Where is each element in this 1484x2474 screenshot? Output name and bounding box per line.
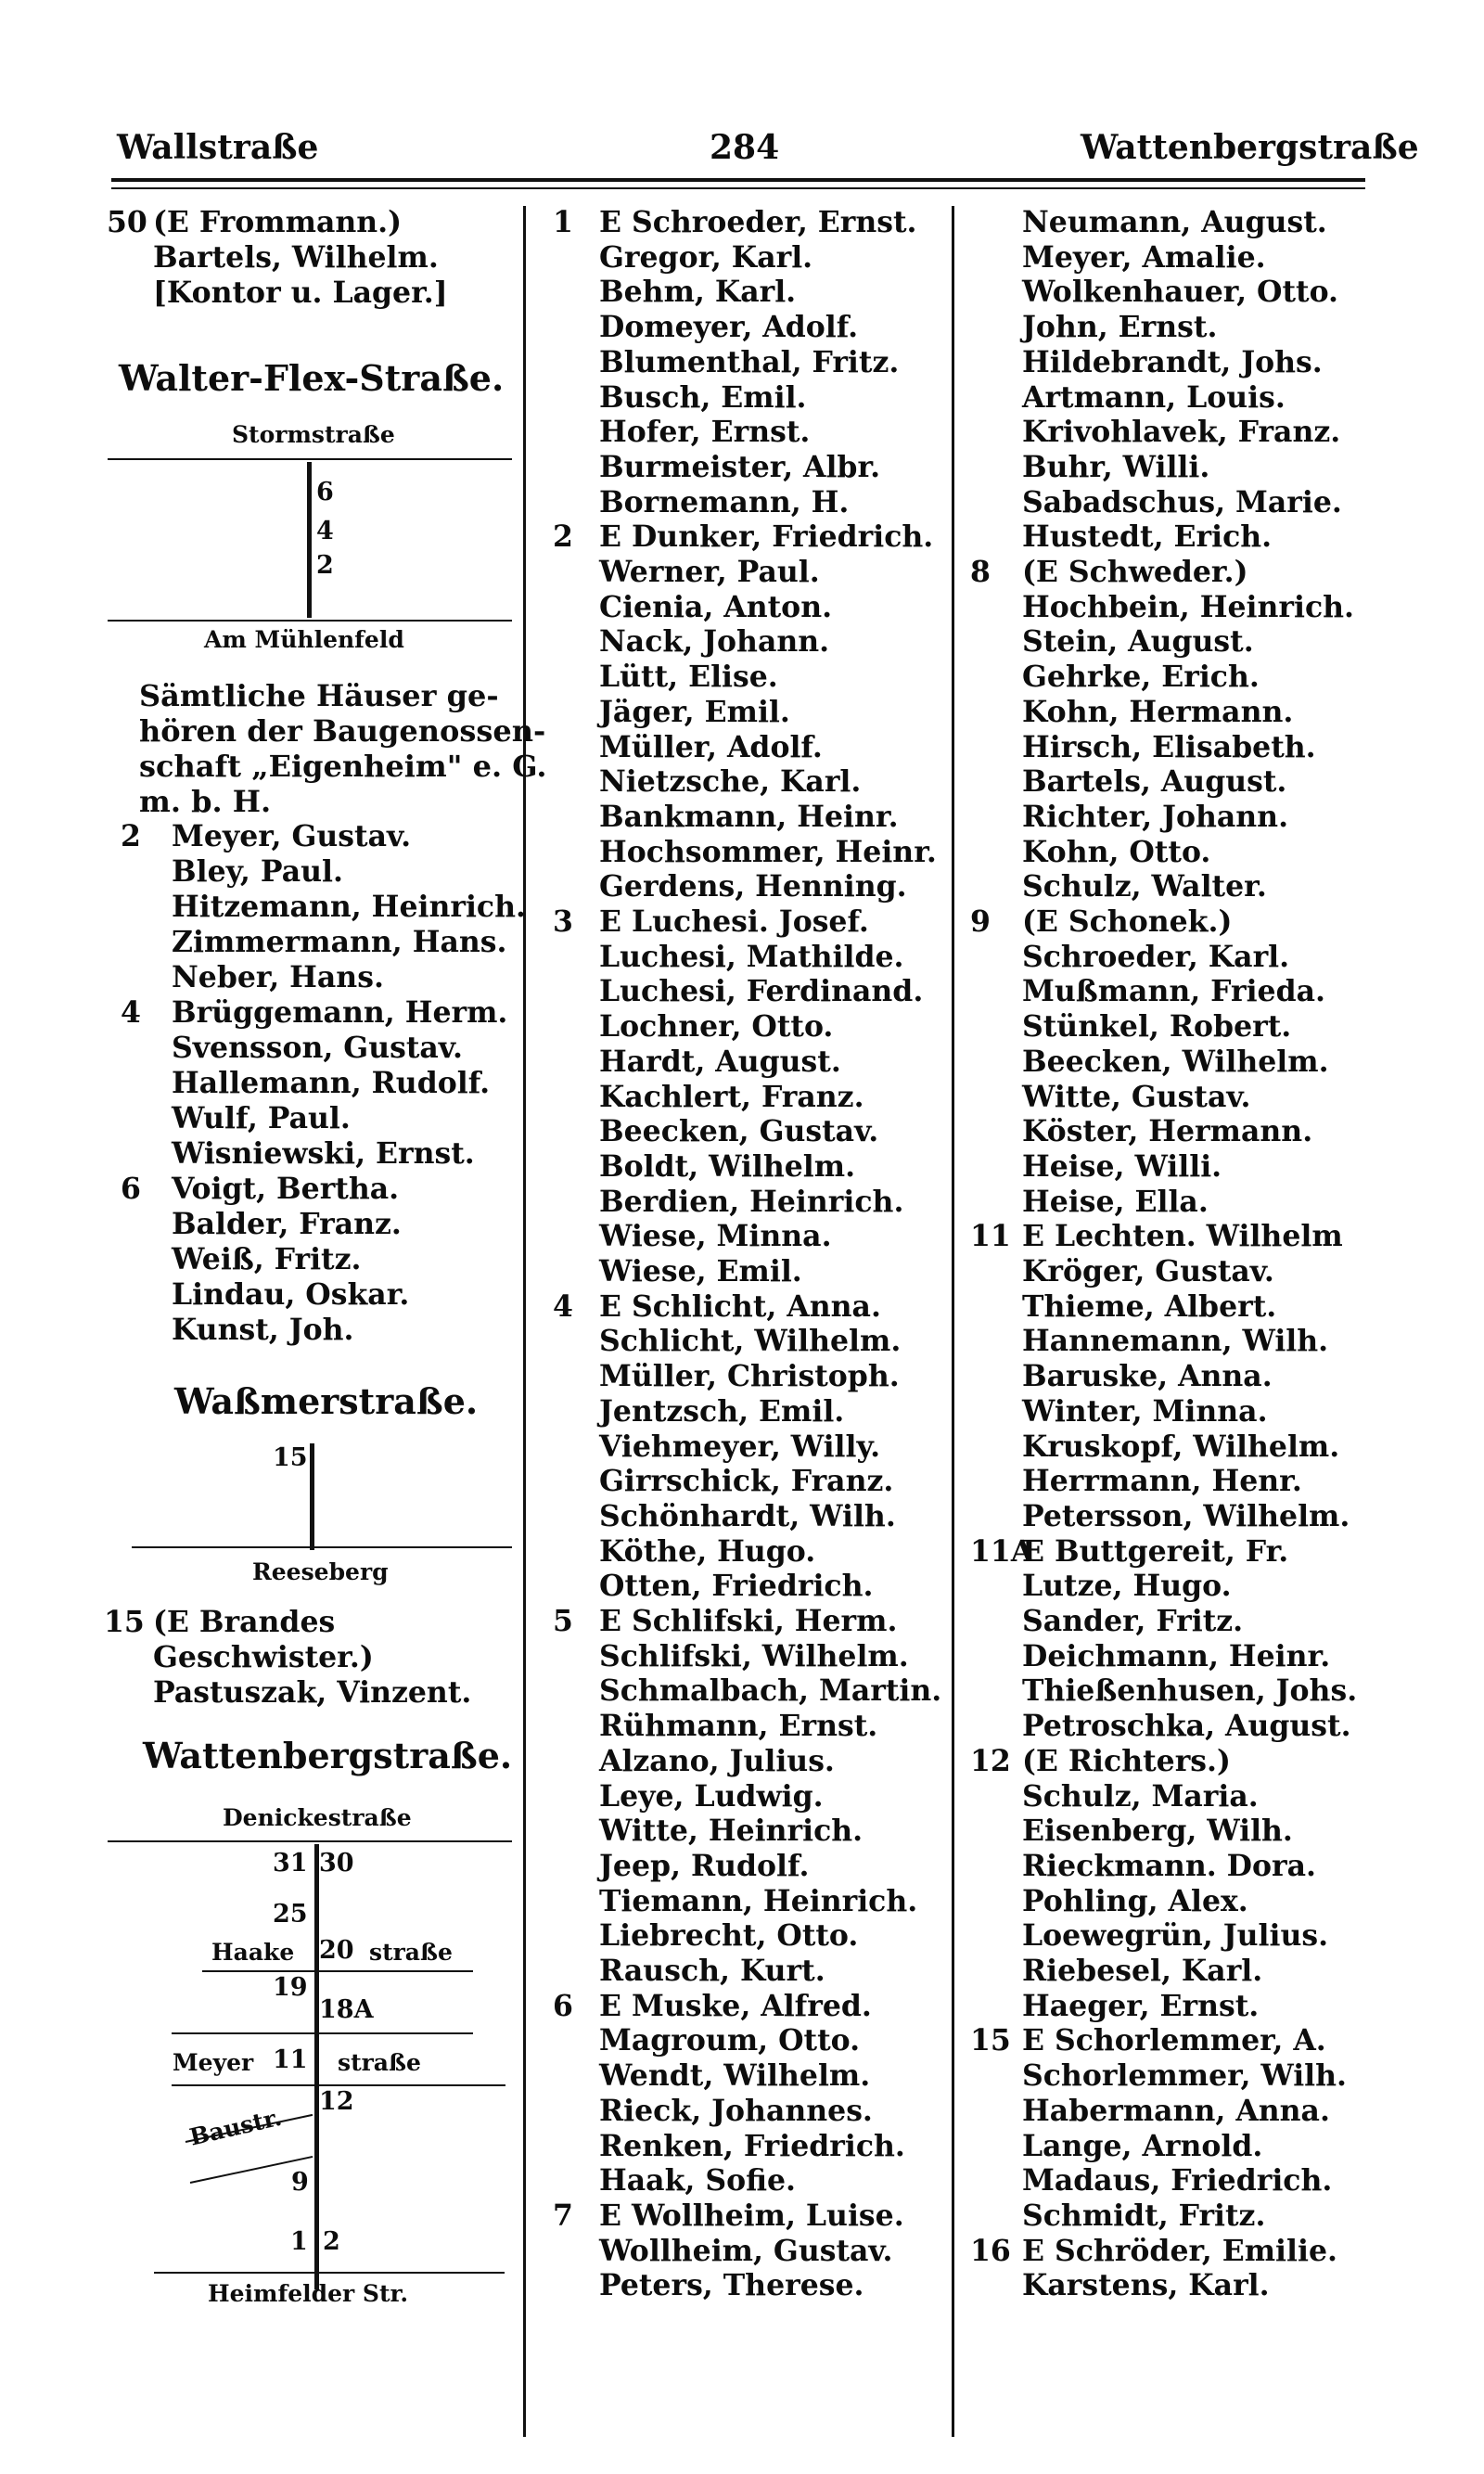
resident-name: Beecken, Wilhelm.	[1022, 1044, 1329, 1079]
resident-name: Herrmann, Henr.	[1022, 1464, 1302, 1499]
column-divider-2	[952, 206, 954, 2437]
header-right-street: Wattenbergstraße	[1081, 128, 1419, 167]
house-number: 11A	[970, 1533, 1034, 1569]
resident-name: Hildebrandt, Johs.	[1022, 344, 1323, 379]
resident-name: Krivohlavek, Franz.	[1022, 415, 1341, 450]
resident-name: Sander, Fritz.	[1022, 1604, 1244, 1638]
walter-flex-bottom-rule	[108, 620, 512, 622]
house-number: 15	[970, 2023, 1011, 2058]
resident-name: Buhr, Willi.	[1022, 449, 1210, 484]
resident-name: E Schröder, Emilie.	[1022, 2233, 1337, 2268]
resident-name: Peters, Therese.	[599, 2268, 864, 2303]
resident-name: Petroschka, August.	[1022, 1709, 1351, 1744]
resident-name: Domeyer, Adolf.	[599, 310, 859, 345]
resident-name: Kohn, Otto.	[1022, 834, 1211, 869]
resident-name: Mußmann, Frieda.	[1022, 974, 1325, 1009]
resident-name: Karstens, Karl.	[1022, 2268, 1270, 2303]
wattenberg-num-18a: 18A	[319, 1995, 374, 2024]
resident-name: Hardt, August.	[599, 1044, 841, 1079]
resident-name: Thießenhusen, Johs.	[1022, 1673, 1358, 1709]
wattenberg-top-label: Denickestraße	[223, 1804, 412, 1831]
resident-name: E Lechten. Wilhelm	[1022, 1219, 1343, 1254]
resident-name: Cienia, Anton.	[599, 589, 833, 624]
resident-name: Schmalbach, Martin.	[599, 1673, 942, 1709]
resident-name: Loewegrün, Julius.	[1022, 1918, 1329, 1954]
resident-name: Rieck, Johannes.	[599, 2093, 873, 2128]
resident-name: Wisniewski, Ernst.	[172, 1136, 475, 1171]
house-number: 2	[121, 819, 141, 853]
resident-name: Luchesi, Ferdinand.	[599, 974, 924, 1009]
resident-name: Witte, Gustav.	[1022, 1079, 1251, 1114]
haake-label-left: Haake	[211, 1939, 295, 1966]
resident-name: Meyer, Amalie.	[1022, 239, 1266, 275]
house-number: 4	[121, 995, 141, 1030]
resident-name: Otten, Friedrich.	[599, 1569, 874, 1604]
baustr-label: Baustr.	[186, 2103, 285, 2151]
resident-name: E Wollheim, Luise.	[599, 2198, 904, 2233]
resident-name: Wollheim, Gustav.	[599, 2233, 893, 2268]
house-number: 15	[104, 1605, 145, 1639]
resident-name: (E Richters.)	[1022, 1743, 1231, 1778]
house-number: 8	[970, 555, 991, 589]
resident-name: Schmidt, Fritz.	[1022, 2198, 1266, 2233]
resident-name: Lochner, Otto.	[599, 1009, 834, 1045]
resident-name: Werner, Paul.	[599, 555, 820, 589]
resident-name: E Schroeder, Ernst.	[599, 205, 917, 239]
wattenberg-title: Wattenbergstraße.	[143, 1735, 513, 1776]
resident-name: Magroum, Otto.	[599, 2023, 861, 2058]
walter-flex-top-label: Stormstraße	[232, 421, 395, 448]
house-number: 9	[970, 904, 991, 939]
resident-name: Burmeister, Albr.	[599, 449, 881, 484]
resident-name: Bornemann, H.	[599, 484, 850, 519]
resident-name: Kruskopf, Wilhelm.	[1022, 1429, 1340, 1464]
resident-name: Wiese, Emil.	[599, 1254, 802, 1288]
house-number: 50	[107, 205, 147, 239]
resident-name: Baruske, Anna.	[1022, 1359, 1273, 1394]
resident-name: Luchesi, Mathilde.	[599, 939, 904, 974]
resident-name: Pastuszak, Vinzent.	[153, 1675, 472, 1710]
wattenberg-bottom-rule	[154, 2272, 505, 2274]
walter-flex-title: Walter-Flex-Straße.	[119, 357, 505, 399]
house-number: 1	[553, 205, 573, 239]
resident-name: Lange, Arnold.	[1022, 2128, 1263, 2163]
wattenberg-num-31: 31	[273, 1849, 308, 1878]
resident-name: Köthe, Hugo.	[599, 1533, 816, 1569]
resident-name: Schlicht, Wilhelm.	[599, 1324, 902, 1359]
resident-name: Bley, Paul.	[172, 854, 343, 889]
walter-flex-num-6: 6	[316, 478, 334, 506]
wattenberg-num-11: 11	[273, 2045, 308, 2074]
resident-name: Bartels, Wilhelm.	[153, 240, 439, 275]
walter-flex-bottom-label: Am Mühlenfeld	[204, 626, 404, 653]
resident-name: Neumann, August.	[1022, 205, 1327, 239]
resident-name: Gehrke, Erich.	[1022, 660, 1260, 695]
walter-flex-note-2: hören der Baugenossen-	[139, 713, 546, 749]
resident-name: Hirsch, Elisabeth.	[1022, 729, 1316, 764]
resident-name: Hochsommer, Heinr.	[599, 834, 937, 869]
wattenberg-num-1: 1	[290, 2227, 308, 2256]
wattenberg-num-9: 9	[291, 2168, 309, 2197]
resident-name: Thieme, Albert.	[1022, 1288, 1277, 1324]
house-number: 12	[970, 1743, 1011, 1778]
resident-name: Alzano, Julius.	[599, 1743, 835, 1778]
meyer-label-right: straße	[338, 2049, 421, 2076]
wattenberg-street-line	[314, 1844, 319, 2289]
page-number: 284	[710, 128, 780, 167]
resident-name: Haak, Sofie.	[599, 2163, 797, 2198]
resident-name: Blumenthal, Fritz.	[599, 344, 900, 379]
meyer-bottom-rule	[172, 2084, 505, 2086]
resident-name: Müller, Adolf.	[599, 729, 823, 764]
resident-name: Riebesel, Karl.	[1022, 1954, 1263, 1988]
resident-name: Hannemann, Wilh.	[1022, 1324, 1329, 1359]
resident-name: Svensson, Gustav.	[172, 1031, 463, 1065]
house-number: 11	[970, 1219, 1011, 1254]
wattenberg-num-19: 19	[273, 1973, 308, 2002]
resident-name: Renken, Friedrich.	[599, 2128, 905, 2163]
resident-name: Berdien, Heinrich.	[599, 1184, 904, 1219]
wattenberg-num-2: 2	[323, 2227, 340, 2256]
walter-flex-num-4: 4	[316, 517, 334, 545]
wattenberg-num-20: 20	[319, 1936, 354, 1965]
resident-name: Stein, August.	[1022, 624, 1254, 660]
resident-name: E Schlicht, Anna.	[599, 1288, 881, 1324]
resident-name: Stünkel, Robert.	[1022, 1009, 1292, 1045]
house-number: 6	[553, 1988, 573, 2023]
house-number: 2	[553, 519, 573, 555]
resident-name: (E Frommann.)	[153, 205, 403, 239]
resident-name: Rühmann, Ernst.	[599, 1709, 878, 1744]
resident-name: Hitzemann, Heinrich.	[172, 890, 526, 924]
resident-name: Petersson, Wilhelm.	[1022, 1498, 1350, 1533]
resident-name: Jeep, Rudolf.	[599, 1848, 810, 1883]
resident-name: Nietzsche, Karl.	[599, 764, 862, 800]
resident-name: Winter, Minna.	[1022, 1393, 1268, 1429]
house-number: 4	[553, 1288, 573, 1324]
resident-name: Schlifski, Wilhelm.	[599, 1638, 909, 1673]
resident-name: Rieckmann. Dora.	[1022, 1848, 1316, 1883]
header-left-street: Wallstraße	[117, 128, 319, 167]
wattenberg-bottom-label: Heimfelder Str.	[208, 2280, 409, 2307]
resident-name: E Buttgereit, Fr.	[1022, 1533, 1289, 1569]
resident-name: Wiese, Minna.	[599, 1219, 832, 1254]
resident-name: Lutze, Hugo.	[1022, 1569, 1232, 1604]
resident-name: Schorlemmer, Wilh.	[1022, 2058, 1348, 2094]
resident-name: Behm, Karl.	[599, 275, 797, 310]
resident-name: John, Ernst.	[1022, 310, 1218, 345]
resident-name: Leye, Ludwig.	[599, 1778, 824, 1814]
resident-name: (E Schweder.)	[1022, 555, 1248, 589]
resident-name: Schönhardt, Wilh.	[599, 1498, 896, 1533]
resident-name: Voigt, Bertha.	[172, 1172, 400, 1206]
resident-name: Kachlert, Franz.	[599, 1079, 864, 1114]
resident-name: Boldt, Wilhelm.	[599, 1148, 856, 1184]
walter-flex-note-3: schaft „Eigenheim" e. G.	[139, 749, 547, 784]
resident-name: Tiemann, Heinrich.	[599, 1883, 918, 1918]
resident-name: Bankmann, Heinr.	[599, 799, 899, 834]
resident-name: Weiß, Fritz.	[172, 1242, 362, 1276]
resident-name: Hofer, Ernst.	[599, 415, 811, 450]
resident-name: Beecken, Gustav.	[599, 1114, 879, 1149]
resident-name: Hustedt, Erich.	[1022, 519, 1273, 555]
resident-name: Bartels, August.	[1022, 764, 1287, 800]
resident-name: Meyer, Gustav.	[172, 819, 412, 853]
resident-name: Eisenberg, Wilh.	[1022, 1814, 1293, 1849]
wattenberg-num-25: 25	[273, 1900, 308, 1929]
resident-name: Kröger, Gustav.	[1022, 1254, 1274, 1288]
resident-name: Girrschick, Franz.	[599, 1464, 894, 1499]
resident-name: Gregor, Karl.	[599, 239, 813, 275]
resident-name: Schulz, Maria.	[1022, 1778, 1259, 1814]
walter-flex-street-line	[307, 462, 312, 618]
resident-name: Schulz, Walter.	[1022, 869, 1267, 904]
resident-name: Wolkenhauer, Otto.	[1022, 275, 1339, 310]
wassmer-street-line	[310, 1443, 314, 1550]
resident-name: Artmann, Louis.	[1022, 379, 1286, 415]
resident-name: (E Brandes	[153, 1605, 336, 1639]
wassmer-bottom-label: Reeseberg	[252, 1558, 389, 1585]
resident-name: Nack, Johann.	[599, 624, 830, 660]
resident-name: Brüggemann, Herm.	[172, 995, 508, 1030]
wassmer-title: Waßmerstraße.	[174, 1380, 479, 1422]
resident-name: E Schlifski, Herm.	[599, 1604, 898, 1638]
wattenberg-num-30: 30	[319, 1849, 354, 1878]
wattenberg-top-rule	[108, 1840, 512, 1842]
resident-name: Liebrecht, Otto.	[599, 1918, 859, 1954]
resident-name: Gerdens, Henning.	[599, 869, 907, 904]
resident-name: Pohling, Alex.	[1022, 1883, 1248, 1918]
resident-name: Kunst, Joh.	[172, 1313, 354, 1347]
walter-flex-note-4: m. b. H.	[139, 784, 272, 819]
resident-name: Heise, Willi.	[1022, 1148, 1222, 1184]
resident-name: Heise, Ella.	[1022, 1184, 1209, 1219]
house-number: 7	[553, 2198, 573, 2233]
resident-name: Habermann, Anna.	[1022, 2093, 1330, 2128]
resident-name: E Schorlemmer, A.	[1022, 2023, 1326, 2058]
header-rule-thick	[111, 178, 1365, 182]
resident-name: Jentzsch, Emil.	[599, 1393, 845, 1429]
walter-flex-top-rule	[108, 458, 512, 460]
resident-name: Hallemann, Rudolf.	[172, 1066, 491, 1100]
resident-name: E Luchesi. Josef.	[599, 904, 869, 939]
haake-label-right: straße	[369, 1939, 453, 1966]
house-number: 16	[970, 2233, 1011, 2268]
resident-name: E Muske, Alfred.	[599, 1988, 872, 2023]
resident-name: Köster, Hermann.	[1022, 1114, 1313, 1149]
walter-flex-note-1: Sämtliche Häuser ge-	[139, 678, 499, 713]
resident-name: Wendt, Wilhelm.	[599, 2058, 871, 2094]
walter-flex-num-2: 2	[316, 551, 334, 580]
resident-name: Rausch, Kurt.	[599, 1954, 825, 1988]
resident-name: Wulf, Paul.	[172, 1101, 351, 1135]
haake-rule	[202, 1970, 473, 1972]
resident-name: Deichmann, Heinr.	[1022, 1638, 1331, 1673]
resident-name: Lindau, Oskar.	[172, 1277, 410, 1312]
resident-name: E Dunker, Friedrich.	[599, 519, 934, 555]
resident-name: Hochbein, Heinrich.	[1022, 589, 1355, 624]
resident-name: Kohn, Hermann.	[1022, 694, 1294, 729]
resident-name: Neber, Hans.	[172, 960, 384, 994]
resident-name: Müller, Christoph.	[599, 1359, 900, 1394]
resident-name: Balder, Franz.	[172, 1207, 402, 1241]
resident-name: Madaus, Friedrich.	[1022, 2163, 1333, 2198]
wassmer-rule	[132, 1546, 512, 1548]
house-number: 3	[553, 904, 573, 939]
resident-name: Lütt, Elise.	[599, 660, 778, 695]
meyer-label-left: Meyer	[173, 2049, 254, 2076]
resident-name: Richter, Johann.	[1022, 799, 1289, 834]
resident-name: Viehmeyer, Willy.	[599, 1429, 881, 1464]
resident-name: Geschwister.)	[153, 1640, 374, 1674]
resident-name: Busch, Emil.	[599, 379, 807, 415]
wassmer-num-15: 15	[273, 1443, 308, 1472]
resident-name: Schroeder, Karl.	[1022, 939, 1290, 974]
house-number: 5	[553, 1604, 573, 1638]
meyer-top-rule	[172, 2032, 473, 2034]
header-rule-thin	[111, 187, 1365, 189]
resident-name: Zimmermann, Hans.	[172, 925, 507, 959]
resident-name: Witte, Heinrich.	[599, 1814, 864, 1849]
wattenberg-num-12: 12	[319, 2087, 354, 2116]
column-divider-1	[523, 206, 526, 2437]
resident-name: Haeger, Ernst.	[1022, 1988, 1260, 2023]
resident-name: Jäger, Emil.	[599, 694, 790, 729]
house-number: 6	[121, 1172, 141, 1206]
resident-name: Sabadschus, Marie.	[1022, 484, 1342, 519]
resident-name: (E Schonek.)	[1022, 904, 1233, 939]
resident-name: [Kontor u. Lager.]	[153, 276, 448, 310]
